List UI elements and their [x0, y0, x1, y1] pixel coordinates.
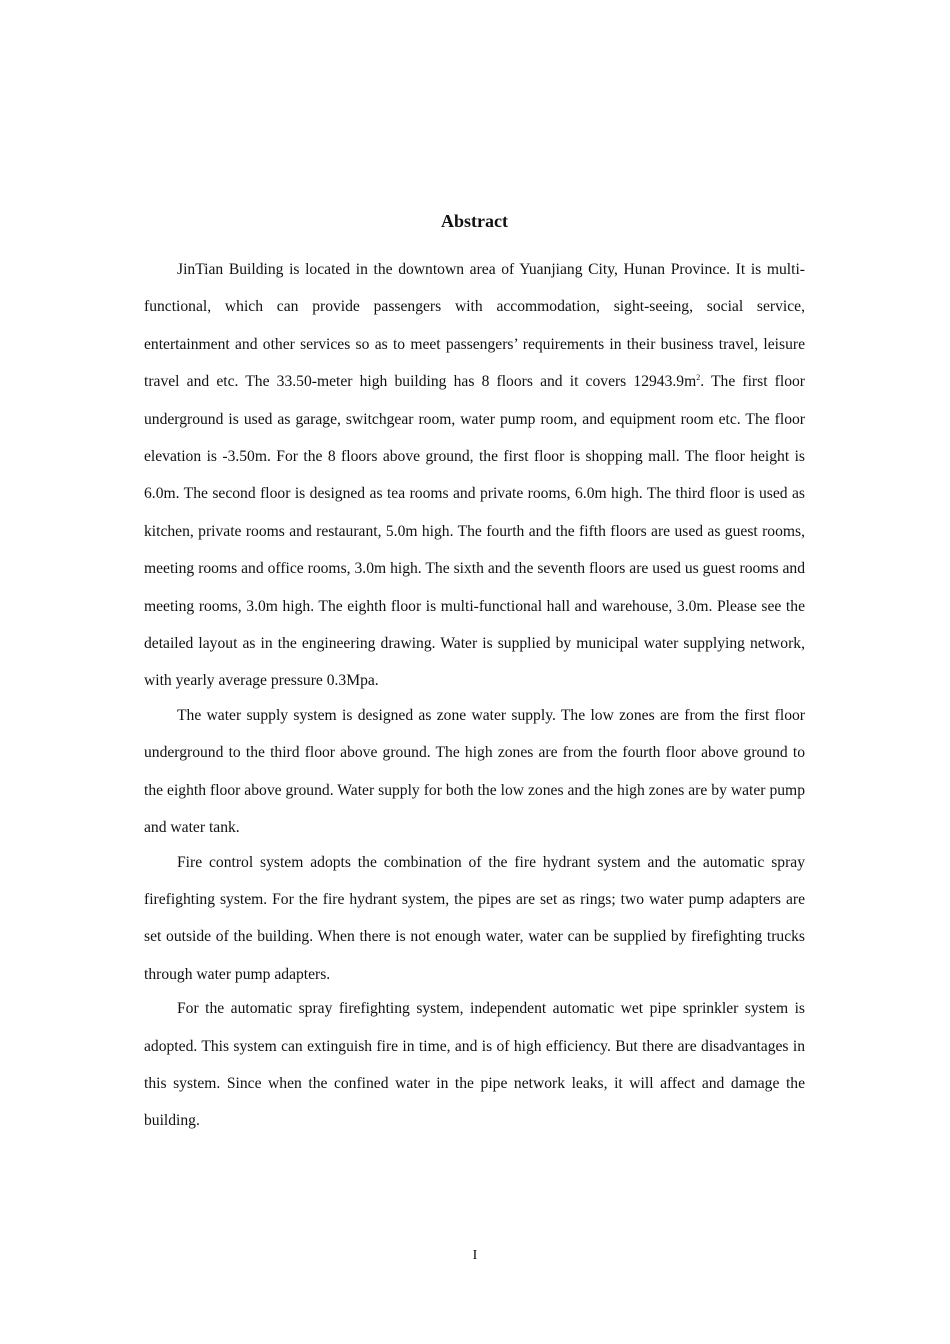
paragraph-text: JinTian Building is located in the downtown area of Yuanjiang City, Hunan Province. It is multi-functional, which can provide passengers with accommodation, sight-seeing, social service, entertainment and other services so as to meet passengers’ requirements in their business travel, leisure travel and etc. The 33.50-meter high building has 8 floors and it covers 12943.9m	[144, 261, 805, 391]
paragraph-text: . The first floor underground is used as garage, switchgear room, water pump room, and equipment room etc. The floor elevation is -3.50m. For the 8 floors above ground, the first floor is shopping mall. The floor height is 6.0m. The second floor is designed as tea rooms and private rooms, 6.0m high. The third floor is used as kitchen, private rooms and restaurant, 5.0m high. The fourth and the fifth floors are used as guest rooms, meeting rooms and office rooms, 3.0m high. The sixth and the seventh floors are used us guest rooms and meeting rooms, 3.0m high. The eighth floor is multi-functional hall and warehouse, 3.0m. Please see the detailed layout as in the engineering drawing. Water is supplied by municipal water supplying network, with yearly average pressure 0.3Mpa.	[144, 373, 805, 690]
paragraph-sprinkler-system: For the automatic spray firefighting system, independent automatic wet pipe sprinkler system is adopted. This system can extinguish fire in time, and is of high efficiency. But there are disadvantages in this system. Since when the confined water in the pipe network leaks, it will affect and damage the building.	[144, 1000, 805, 1130]
paragraph-building-overview	[144, 251, 805, 700]
page-title: Abstract	[441, 211, 508, 231]
abstract-body	[144, 251, 805, 1140]
paragraph-water-supply: The water supply system is designed as zone water supply. The low zones are from the first floor underground to the third floor above ground. The high zones are from the fourth floor above ground to the eighth floor above ground. Water supply for both the low zones and the high zones are by water pump and water tank.	[144, 706, 805, 837]
superscript: 2	[696, 373, 701, 383]
page-number: I	[472, 1248, 478, 1263]
paragraph-fire-control: Fire control system adopts the combination of the fire hydrant system and the automatic spray firefighting system. For the fire hydrant system, the pipes are set as rings; two water pump adapters are set outside of the building. When there is not enough water, water can be supplied by firefighting trucks through water pump adapters.	[144, 853, 805, 983]
